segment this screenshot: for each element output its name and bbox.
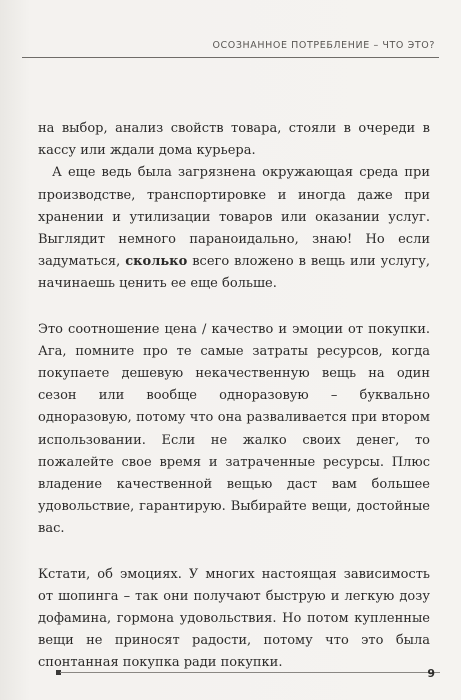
page-number: 9 bbox=[427, 667, 435, 680]
paragraph-3: Это соотношение цена / качество и эмоции от покупки. Ага, помните про те самые затраты ресурсов, когда покупаете дешевую некачественную вещь на один сезон или вообще одноразовую – буквально одноразовую, потому что она разваливается при втором использовании. Если не жалко своих денег, то пожалейте свое время и затраченные ресурсы. Плюс владение качественной вещью даст вам большее удовольствие, гарантирую. Выбирайте вещи, достойные вас. bbox=[38, 321, 430, 537]
bold-word: сколько bbox=[125, 254, 188, 270]
paragraph-2-part-b: всего вложено в вещь или услугу, начинаешь ценить ее еще больше. bbox=[38, 254, 430, 292]
footer-rule bbox=[60, 672, 440, 673]
header-title: ОСОЗНАННОЕ ПОТРЕБЛЕНИЕ – ЧТО ЭТО? bbox=[212, 40, 435, 51]
paragraph-2 bbox=[38, 162, 430, 295]
paragraph-4: Кстати, об эмоциях. У многих настоящая зависимость от шопинга – так они получают быструю и легкую дозу дофамина, гормона удовольствия. Но потом купленные вещи не приносят радости, потому что это была спонтанная покупка ради покупки. bbox=[38, 566, 430, 671]
header-rule bbox=[22, 57, 439, 58]
paragraph-2-part-a: А еще ведь была загрязнена окружающая среда при производстве, транспортировке и иногда даже при хранении и утилизации товаров или оказании услуг. Выглядит немного параноидально, знаю! Но если задуматься, bbox=[38, 165, 430, 270]
paragraph-1: на выбор, анализ свойств товара, стояли в очереди в кассу или ждали дома курьера. bbox=[38, 121, 430, 159]
body-text bbox=[38, 118, 430, 675]
running-header bbox=[22, 40, 439, 58]
